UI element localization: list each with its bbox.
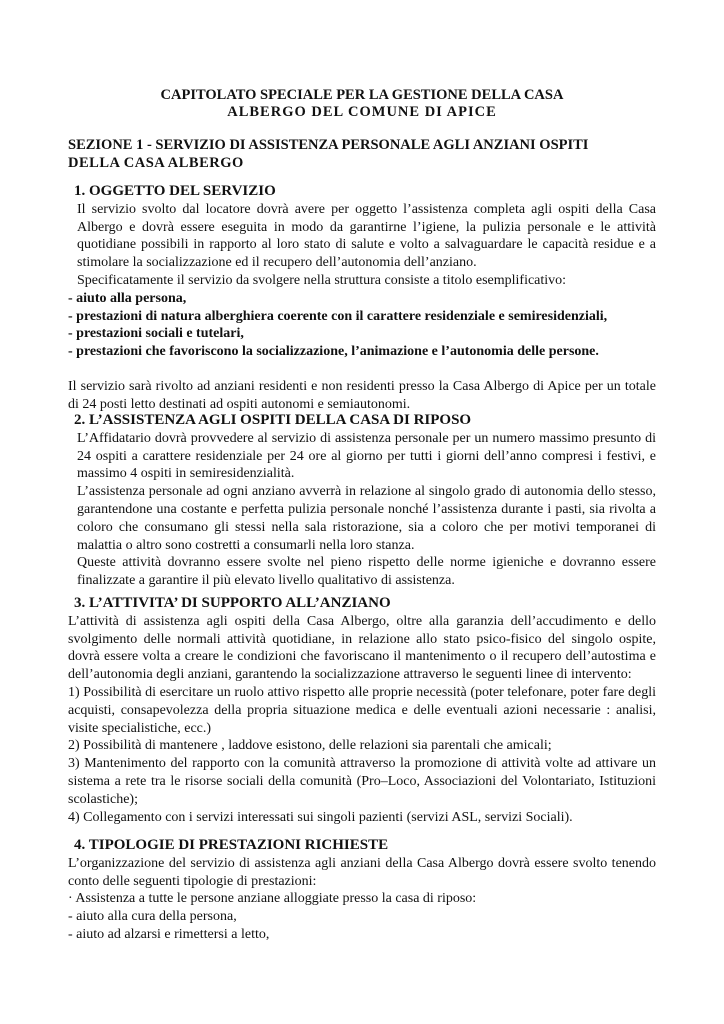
section-3-item: 3) Mantenimento del rapporto con la comunità attraverso la promozione di attività volte ad attivare un sistema a rete tra le risorse sociali della comunità (Pro–Loco, Associazioni del Volontariato, Istituzioni scolastiche); [68, 756, 656, 807]
section-3-para-1: L’attività di assistenza agli ospiti della Casa Albergo, oltre alla garanzia dell’accudimento e dello svolgimento delle normali attività quotidiane, in relazione allo stato psico-fisico del singolo ospite, dovrà essere volta a creare le condizioni che favoriscano il mantenimento o il recupero dell’autostima e dell’autonomia degli anziani, garantendo la socializzazione attraverso le seguenti linee di intervento: [68, 613, 656, 683]
section-1-heading: 1. OGGETTO DEL SERVIZIO [74, 183, 276, 199]
section-heading [68, 137, 656, 173]
section-1-bullet: - prestazioni di natura alberghiera coerente con il carattere residenziale e semiresidenziali, [68, 308, 608, 324]
section-heading-line-1: SEZIONE 1 - SERVIZIO DI ASSISTENZA PERSONALE AGLI ANZIANI OSPITI [68, 137, 589, 153]
section-1-bullet: - prestazioni sociali e tutelari, [68, 326, 244, 342]
section-2-para-2: L’assistenza personale ad ogni anziano avverrà in relazione al singolo grado di autonomia dello stesso, garantendone una costante e perfetta pulizia personale nonché l’assistenza durante i pasti, sia rivolta a coloro che consumano gli stessi nella sala ristorazione, sia a coloro che per motivi temporanei di malattia o altro sono costretti a consumarli nella loro stanza. [77, 484, 656, 553]
section-4-line: - aiuto alla cura della persona, [68, 909, 237, 925]
section-2-para-3: Queste attività dovranno essere svolte nel pieno rispetto delle norme igieniche e dovranno essere finalizzate a garantire il più elevato livello qualitativo di assistenza. [77, 555, 656, 589]
section-4-line: · Assistenza a tutte le persone anziane alloggiate presso la casa di riposo: [68, 891, 477, 907]
section-4-heading: 4. TIPOLOGIE DI PRESTAZIONI RICHIESTE [74, 837, 389, 853]
section-2-para-1: L’Affidatario dovrà provvedere al servizio di assistenza personale per un numero massimo presunto di 24 ospiti a carattere residenziale per 24 ore al giorno per tutti i giorni dell’anno compresi i festivi, e massimo 4 ospiti in semiresidenzialità. [77, 430, 656, 482]
section-4 [68, 837, 656, 944]
section-4-para-1: L’organizzazione del servizio di assistenza agli anziani della Casa Albergo dovrà essere svolto tenendo conto delle seguenti tipologie di prestazioni: [68, 855, 656, 889]
section-3-item: 1) Possibilità di esercitare un ruolo attivo rispetto alle proprie necessità (poter telefonare, poter fare degli acquisti, consapevolezza della propria situazione medica e delle eventuali azioni necessarie : analisi, visite specialistiche, ecc.) [68, 684, 656, 736]
document-title-line-1: CAPITOLATO SPECIALE PER LA GESTIONE DELLA CASA [160, 87, 564, 103]
section-3-item: 2) Possibilità di mantenere , laddove esistono, delle relazioni sia parentali che amicali; [68, 738, 552, 754]
section-1-para-1: Il servizio svolto dal locatore dovrà avere per oggetto l’assistenza completa agli ospiti della Casa Albergo e dovrà essere eseguita in modo da garantirne l’igiene, la pulizia personale e le attività quotidiane possibili in rapporto al loro stato di salute e volto a salvaguardare le capacità residue e a stimolare la socializzazione ed il recupero dell’autonomia dell’anziano. [77, 201, 656, 271]
section-1 [68, 183, 656, 414]
section-1-para-3: Il servizio sarà rivolto ad anziani residenti e non residenti presso la Casa Albergo di Apice per un totale di 24 posti letto destinati ad ospiti autonomi e semiautonomi. [68, 378, 656, 412]
section-1-para-2: Specificatamente il servizio da svolgere nella struttura consiste a titolo esemplificativo: [77, 272, 567, 288]
section-3-item: 4) Collegamento con i servizi interessati sui singoli pazienti (servizi ASL, servizi Sociali). [68, 809, 573, 825]
section-1-bullet: - prestazioni che favoriscono la socializzazione, l’animazione e l’autonomia delle persone. [68, 344, 599, 360]
section-2-heading: 2. L’ASSISTENZA AGLI OSPITI DELLA CASA DI RIPOSO [74, 412, 472, 428]
section-2 [68, 412, 656, 590]
section-3 [68, 595, 656, 826]
section-1-bullet: - aiuto alla persona, [68, 290, 187, 306]
document-title-line-2: ALBERGO DEL COMUNE DI APICE [227, 104, 497, 120]
section-3-heading: 3. L’ATTIVITA’ DI SUPPORTO ALL’ANZIANO [74, 595, 391, 611]
section-4-line: - aiuto ad alzarsi e rimettersi a letto, [68, 926, 270, 942]
section-heading-line-2: DELLA CASA ALBERGO [68, 154, 244, 171]
